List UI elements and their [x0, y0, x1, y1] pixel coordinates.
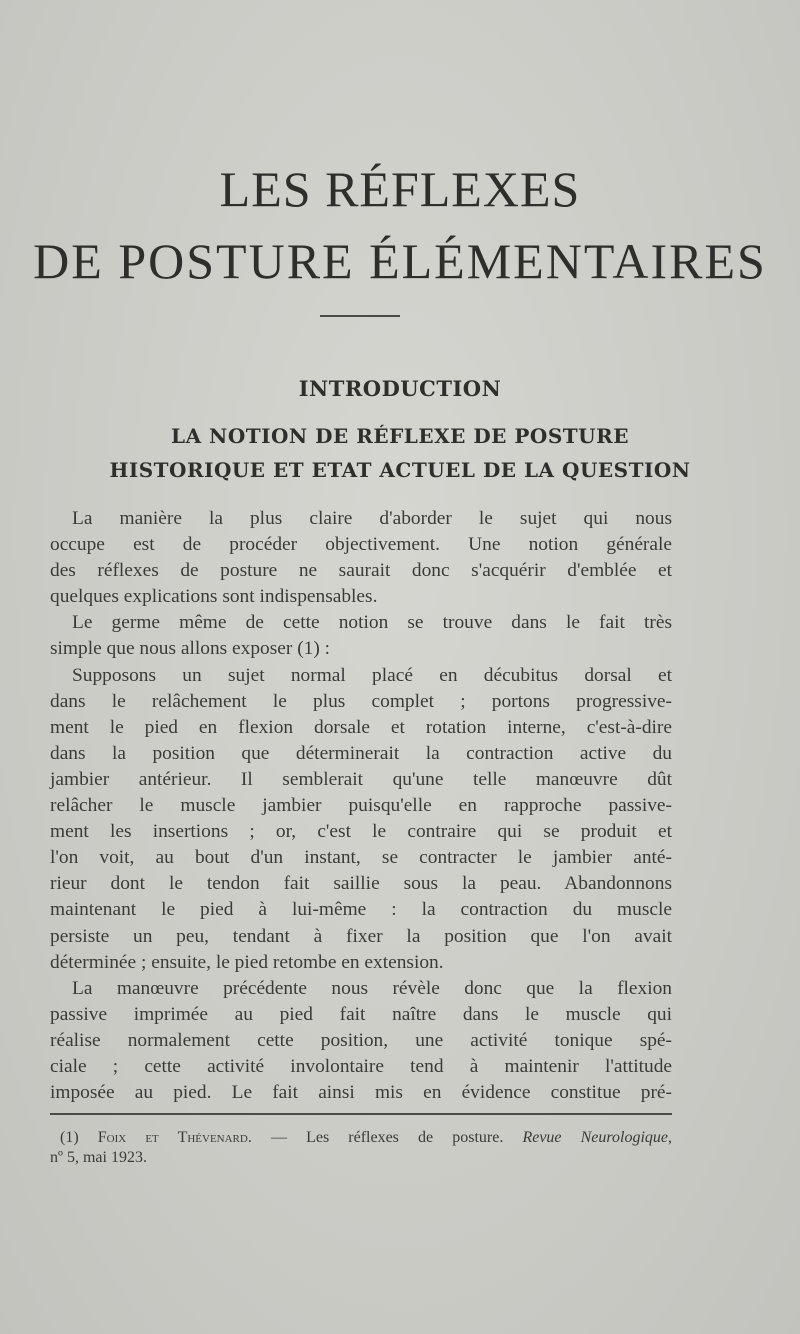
footnote-divider: [50, 1113, 672, 1115]
body-line: dans le relâchement le plus complet ; portons progressive-: [50, 690, 672, 712]
body-line: Supposons un sujet normal placé en décubitus dorsal et: [72, 664, 672, 686]
body-line: La manière la plus claire d'aborder le sujet qui nous: [72, 508, 672, 529]
body-line: quelques explications sont indispensables.: [50, 586, 378, 608]
body-line: ciale ; cette activité involontaire tend à maintenir l'attitude: [50, 1055, 672, 1077]
footnote-title: Les réflexes de posture.: [306, 1129, 504, 1146]
footnote-authors: Foix et Thévenard.: [97, 1129, 252, 1146]
body-line: ment le pied en flexion dorsale et rotation interne, c'est-à-dire: [50, 716, 672, 738]
section-heading: INTRODUCTION: [298, 376, 502, 401]
body-line: relâcher le muscle jambier puisqu'elle en rapproche passive-: [50, 795, 672, 817]
footnote-journal: Revue Neurologique,: [522, 1129, 673, 1146]
body-text: [50, 506, 672, 1106]
body-line: l'on voit, au bout d'un instant, se contracter le jambier anté-: [50, 847, 672, 869]
section-subheading-line1: LA NOTION DE RÉFLEXE DE POSTURE: [171, 424, 629, 448]
body-line: simple que nous allons exposer (1) :: [50, 638, 331, 660]
body-line: dans la position que déterminerait la contraction active du: [50, 742, 672, 764]
footnote: [50, 1128, 672, 1168]
main-title-line2: DE POSTURE ÉLÉMENTAIRES: [33, 233, 767, 289]
body-line: des réflexes de posture ne saurait donc s'acquérir d'emblée et: [50, 560, 672, 582]
body-line: ment les insertions ; or, c'est le contraire qui se produit et: [50, 821, 672, 843]
body-line: réalise normalement cette position, une activité tonique spé-: [50, 1029, 672, 1051]
body-line: maintenant le pied à lui-même : la contraction du muscle: [50, 899, 672, 921]
body-line: occupe est de procéder objectivement. Une notion générale: [50, 534, 672, 556]
body-line: jambier antérieur. Il semblerait qu'une telle manœuvre dût: [50, 768, 672, 790]
footnote-dash: —: [270, 1129, 287, 1146]
body-line: déterminée ; ensuite, le pied retombe en extension.: [50, 951, 444, 973]
section-subheading-line2: HISTORIQUE ET ETAT ACTUEL DE LA QUESTION: [109, 458, 691, 482]
body-line: Le germe même de cette notion se trouve dans le fait très: [72, 612, 672, 634]
body-line: La manœuvre précédente nous révèle donc que la flexion: [72, 977, 672, 999]
body-line: imposée au pied. Le fait ainsi mis en évidence constitue pré-: [50, 1082, 672, 1104]
footnote-marker: (1): [60, 1129, 79, 1146]
footnote-line2: nº 5, mai 1923.: [50, 1149, 147, 1166]
body-line: persiste un peu, tendant à fixer la position que l'on avait: [50, 925, 672, 947]
main-title-line1: LES RÉFLEXES: [219, 161, 581, 217]
footnote-line1: [50, 1128, 672, 1148]
body-line: rieur dont le tendon fait saillie sous la peau. Abandonnons: [50, 873, 672, 895]
title-divider: [320, 315, 400, 317]
body-line: passive imprimée au pied fait naître dans le muscle qui: [50, 1003, 672, 1025]
